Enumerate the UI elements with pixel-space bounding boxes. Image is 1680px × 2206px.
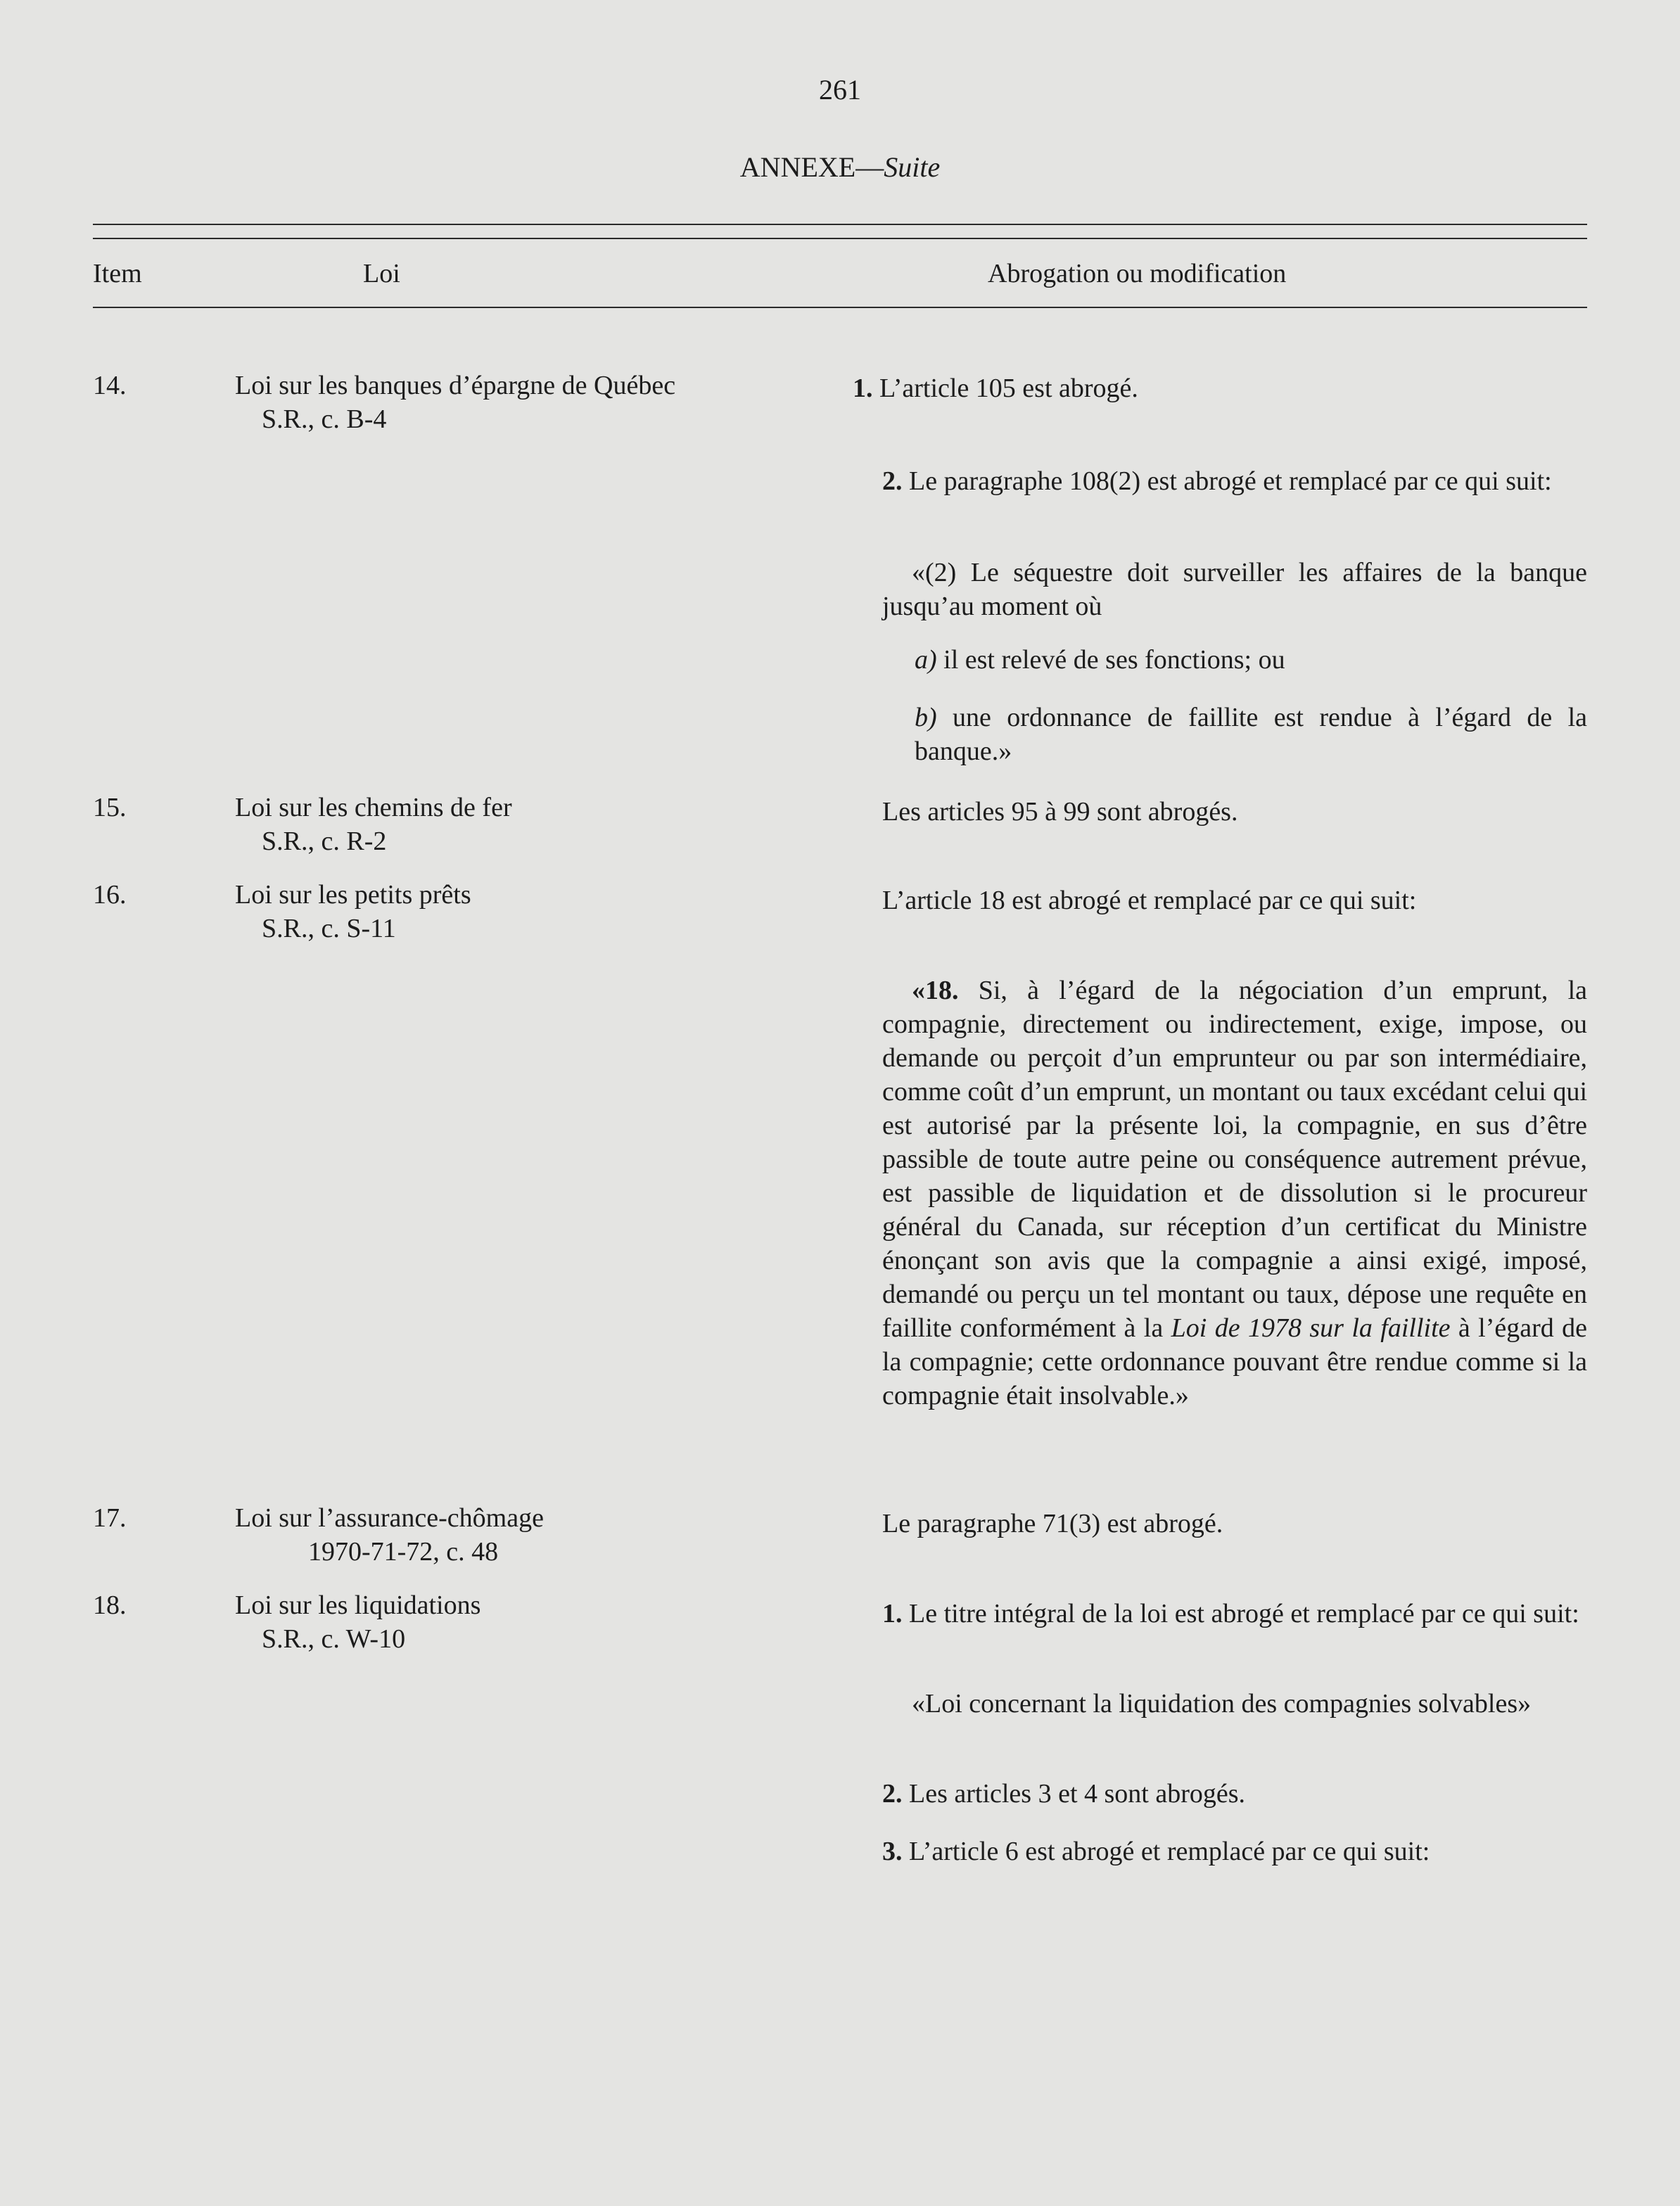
row-14-law-reference: S.R., c. B-4 xyxy=(262,404,387,434)
row-14-law xyxy=(235,369,675,436)
row-14-law-title: Loi sur les banques d’épargne de Québec xyxy=(235,371,676,400)
amendment-number: 1. xyxy=(882,1599,903,1628)
row-16-number: 16. xyxy=(93,880,127,910)
top-rule-1 xyxy=(93,224,1587,225)
row-18-quote xyxy=(882,1687,1587,1721)
column-header-loi: Loi xyxy=(363,259,400,288)
page-number: 261 xyxy=(819,74,861,106)
row-18-law-title: Loi sur les liquidations xyxy=(235,1590,481,1620)
clause-letter: b) xyxy=(915,703,937,732)
row-18-number: 18. xyxy=(93,1590,127,1620)
amendment-number: 2. xyxy=(882,1779,903,1809)
row-17-number: 17. xyxy=(93,1503,127,1533)
row-14-amendment-1 xyxy=(853,371,1587,405)
row-15-law-title: Loi sur les chemins de fer xyxy=(235,793,512,822)
row-17-law-title: Loi sur l’assurance-chômage xyxy=(235,1503,544,1533)
row-15-number: 15. xyxy=(93,793,127,822)
row-15-law xyxy=(235,791,512,858)
amendment-number: 1. xyxy=(853,374,873,403)
row-18-law-reference: S.R., c. W-10 xyxy=(262,1624,406,1654)
row-14-quote-b xyxy=(915,701,1587,768)
quoted-section-number: «18. xyxy=(912,976,959,1005)
top-rule-2 xyxy=(93,238,1587,239)
header-rule xyxy=(93,307,1587,308)
row-16-amendment xyxy=(882,884,1587,917)
annex-title-main: ANNEXE— xyxy=(739,151,884,183)
amendment-text: Les articles 3 et 4 sont abrogés. xyxy=(902,1779,1246,1809)
quoted-text: Si, à l’égard de la négociation d’un emprunt, la compagnie, directement ou indirectement, exige, impose, ou demande ou perçoit d’un emprunteur ou par son intermédiaire, comme coût d’un emprunt, un montant ou taux excédant celui qui est autorisé par la présente loi, la compagnie, en sus d’être passible de toute autre peine ou conséquence autrement prévue, est passible de liquidation et de dissolution si le procureur général du Canada, sur réception d’un certificat du Ministre énonçant son avis que la compagnie a ainsi exigé, imposé, demandé ou perçu un tel montant ou taux, dépose une requête en faillite conformément à la xyxy=(882,976,1587,1343)
row-14-quote xyxy=(882,556,1587,623)
column-header-item: Item xyxy=(93,259,142,288)
amendment-text: Le titre intégral de la loi est abrogé et remplacé par ce qui suit: xyxy=(902,1599,1579,1628)
row-15-amendment xyxy=(882,795,1587,829)
amendment-number: 2. xyxy=(882,466,903,496)
clause-text: il est relevé de ses fonctions; ou xyxy=(936,645,1285,675)
quoted-text-end: à l’égard de la compagnie; cette ordonnance pouvant être rendue comme si la compagnie était insolvable.» xyxy=(882,1313,1588,1410)
row-18-amendment-2 xyxy=(882,1777,1587,1811)
row-18-amendment-1 xyxy=(853,1597,1587,1631)
amendment-number: 3. xyxy=(882,1837,903,1866)
row-16-law-reference: S.R., c. S-11 xyxy=(262,914,396,943)
amendment-text: L’article 18 est abrogé et remplacé par ce qui suit: xyxy=(882,886,1417,915)
column-header-abrogation: Abrogation ou modification xyxy=(988,259,1287,288)
annex-title xyxy=(0,151,1680,184)
row-14-number: 14. xyxy=(93,371,127,400)
amendment-text: L’article 105 est abrogé. xyxy=(872,374,1138,403)
row-17-amendment xyxy=(882,1507,1587,1541)
row-17-law-reference: 1970-71-72, c. 48 xyxy=(308,1537,499,1567)
amendment-text: Le paragraphe 71(3) est abrogé. xyxy=(882,1509,1223,1538)
quoted-text: «(2) Le séquestre doit surveiller les affaires de la banque jusqu’au moment où xyxy=(882,558,1587,621)
amendment-text: L’article 6 est abrogé et remplacé par ce qui suit: xyxy=(902,1837,1430,1866)
row-15-law-reference: S.R., c. R-2 xyxy=(262,827,387,856)
amendment-text: Les articles 95 à 99 sont abrogés. xyxy=(882,797,1238,827)
row-17-law xyxy=(235,1501,544,1569)
row-16-law xyxy=(235,878,471,945)
row-14-quote-a xyxy=(915,643,1587,677)
row-18-law xyxy=(235,1588,481,1656)
row-16-law-title: Loi sur les petits prêts xyxy=(235,880,471,910)
quoted-text: «Loi concernant la liquidation des compagnies solvables» xyxy=(912,1689,1532,1719)
row-18-amendment-3 xyxy=(882,1835,1587,1868)
row-14-amendment-2 xyxy=(853,464,1587,498)
amendment-text: Le paragraphe 108(2) est abrogé et remplacé par ce qui suit: xyxy=(902,466,1552,496)
row-16-quote xyxy=(882,974,1587,1413)
annex-title-suite: Suite xyxy=(884,151,941,183)
quoted-law-title: Loi de 1978 sur la faillite xyxy=(1171,1313,1451,1343)
clause-text: une ordonnance de faillite est rendue à l’égard de la banque.» xyxy=(915,703,1587,766)
clause-letter: a) xyxy=(915,645,937,675)
